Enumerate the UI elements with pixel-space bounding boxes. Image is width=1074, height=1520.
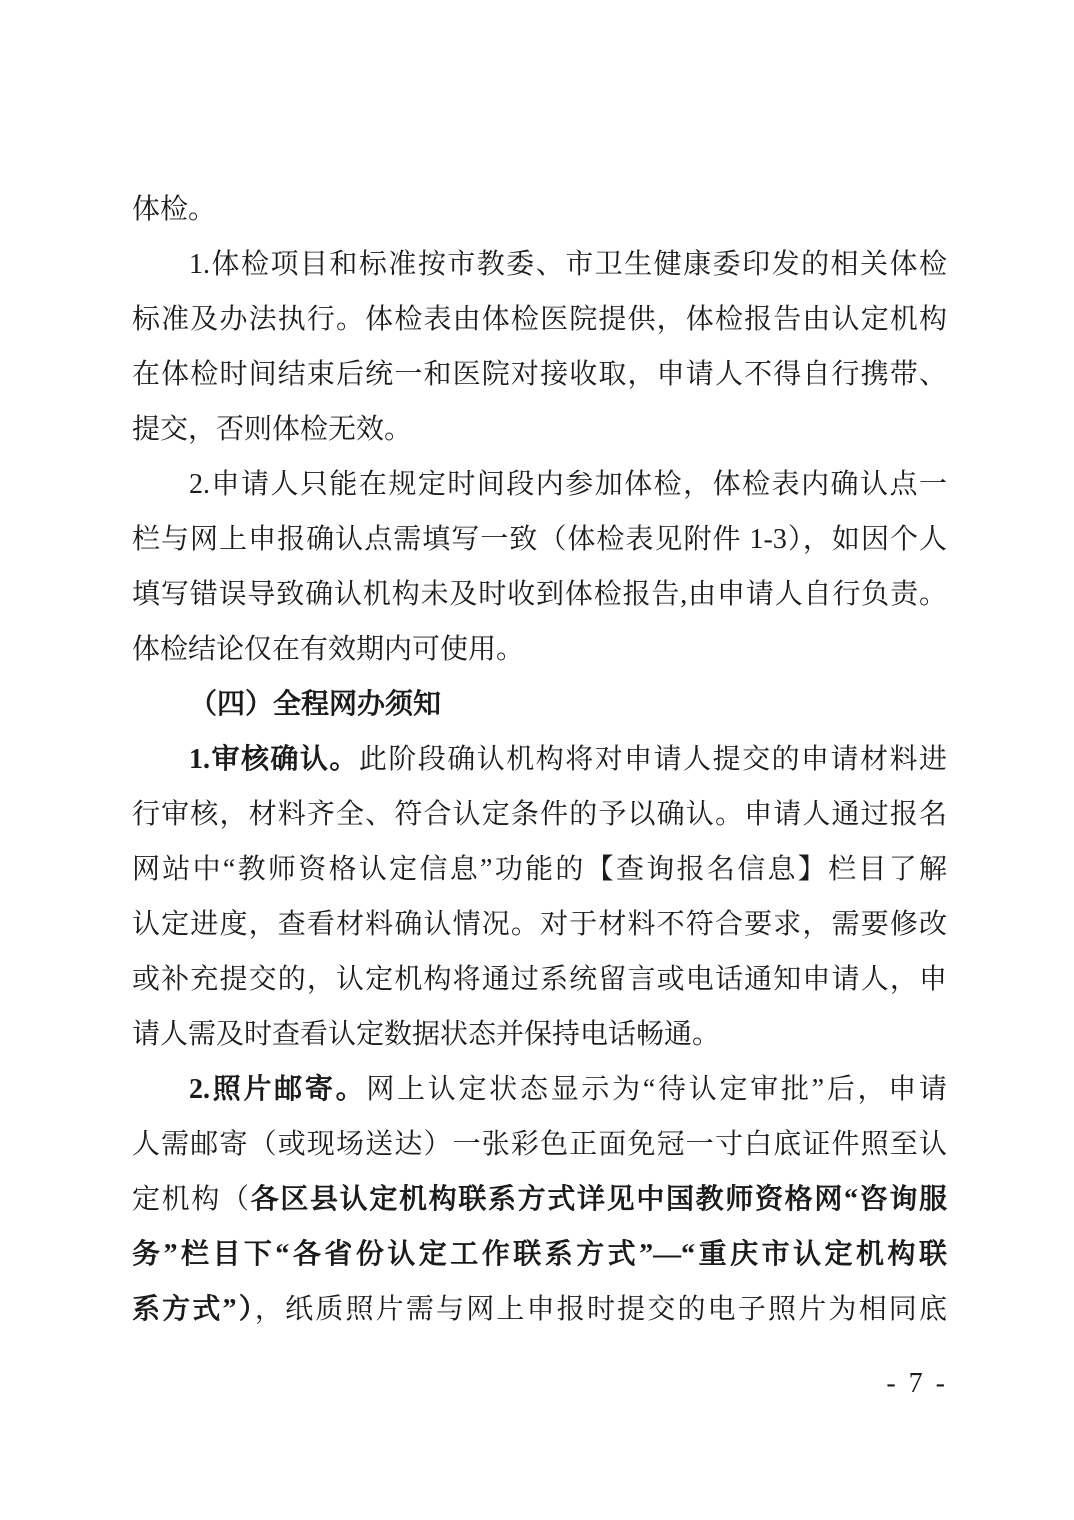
page-number: - 7 - [886,1368,948,1399]
text-line [132,1117,947,1172]
text-line [132,1062,947,1117]
bold-text-run: （四）全程网办须知 [189,689,442,720]
text-run: 体检结论仅在有效期内可使用。 [132,634,525,665]
text-run: 1.体检项目和标准按市教委、市卫生健康委印发的相关体检 [189,249,947,280]
text-line [132,1007,947,1062]
text-run: 网站中“教师资格认定信息”功能的【查询报名信息】栏目了解 [132,854,947,885]
text-line [132,732,947,787]
text-run: 定机构（ [132,1184,251,1215]
text-line [132,842,947,897]
text-line [132,237,947,292]
text-line [132,622,947,677]
text-run: 请人需及时查看认定数据状态并保持电话畅通。 [132,1019,721,1050]
text-line [132,677,947,732]
text-line [132,402,947,457]
text-run: 或补充提交的，认定机构将通过系统留言或电话通知申请人，申 [132,964,947,995]
text-run: 提交，否则体检无效。 [132,414,413,445]
text-run: 填写错误导致确认机构未及时收到体检报告,由申请人自行负责。 [132,579,947,610]
bold-text-run: 1.审核确认。 [189,744,359,775]
bold-text-run: 系方式”） [132,1294,255,1325]
text-run: 认定进度，查看材料确认情况。对于材料不符合要求，需要修改 [132,909,947,940]
text-run: 人需邮寄（或现场送达）一张彩色正面免冠一寸白底证件照至认 [132,1129,947,1160]
text-line [132,347,947,402]
text-run: 此阶段确认机构将对申请人提交的申请材料进 [358,744,947,775]
bold-text-run: 务”栏目下“各省份认定工作联系方式”—“重庆市认定机构联 [132,1239,947,1270]
bold-text-run: 2.照片邮寄。 [189,1074,367,1105]
document-body [132,182,947,1337]
text-line [132,512,947,567]
text-line [132,1282,947,1337]
text-line [132,897,947,952]
text-run: 标准及办法执行。体检表由体检医院提供，体检报告由认定机构 [132,304,947,335]
text-line [132,1172,947,1227]
text-line [132,952,947,1007]
text-line [132,787,947,842]
text-line [132,457,947,512]
text-line [132,182,947,237]
text-line [132,567,947,622]
text-line [132,292,947,347]
text-run: 体检。 [132,194,217,225]
bold-text-run: 各区县认定机构联系方式详见中国教师资格网“咨询服 [250,1184,947,1215]
text-run: 在体检时间结束后统一和医院对接收取，申请人不得自行携带、 [132,359,947,390]
text-run: ，纸质照片需与网上申报时提交的电子照片为相同底 [254,1294,947,1325]
text-run: 行审核，材料齐全、符合认定条件的予以确认。申请人通过报名 [132,799,947,830]
text-line [132,1227,947,1282]
text-run: 栏与网上申报确认点需填写一致（体检表见附件 1-3），如因个人 [132,524,947,555]
text-run: 2.申请人只能在规定时间段内参加体检，体检表内确认点一 [189,469,947,500]
text-run: 网上认定状态显示为“待认定审批”后，申请 [366,1074,947,1105]
